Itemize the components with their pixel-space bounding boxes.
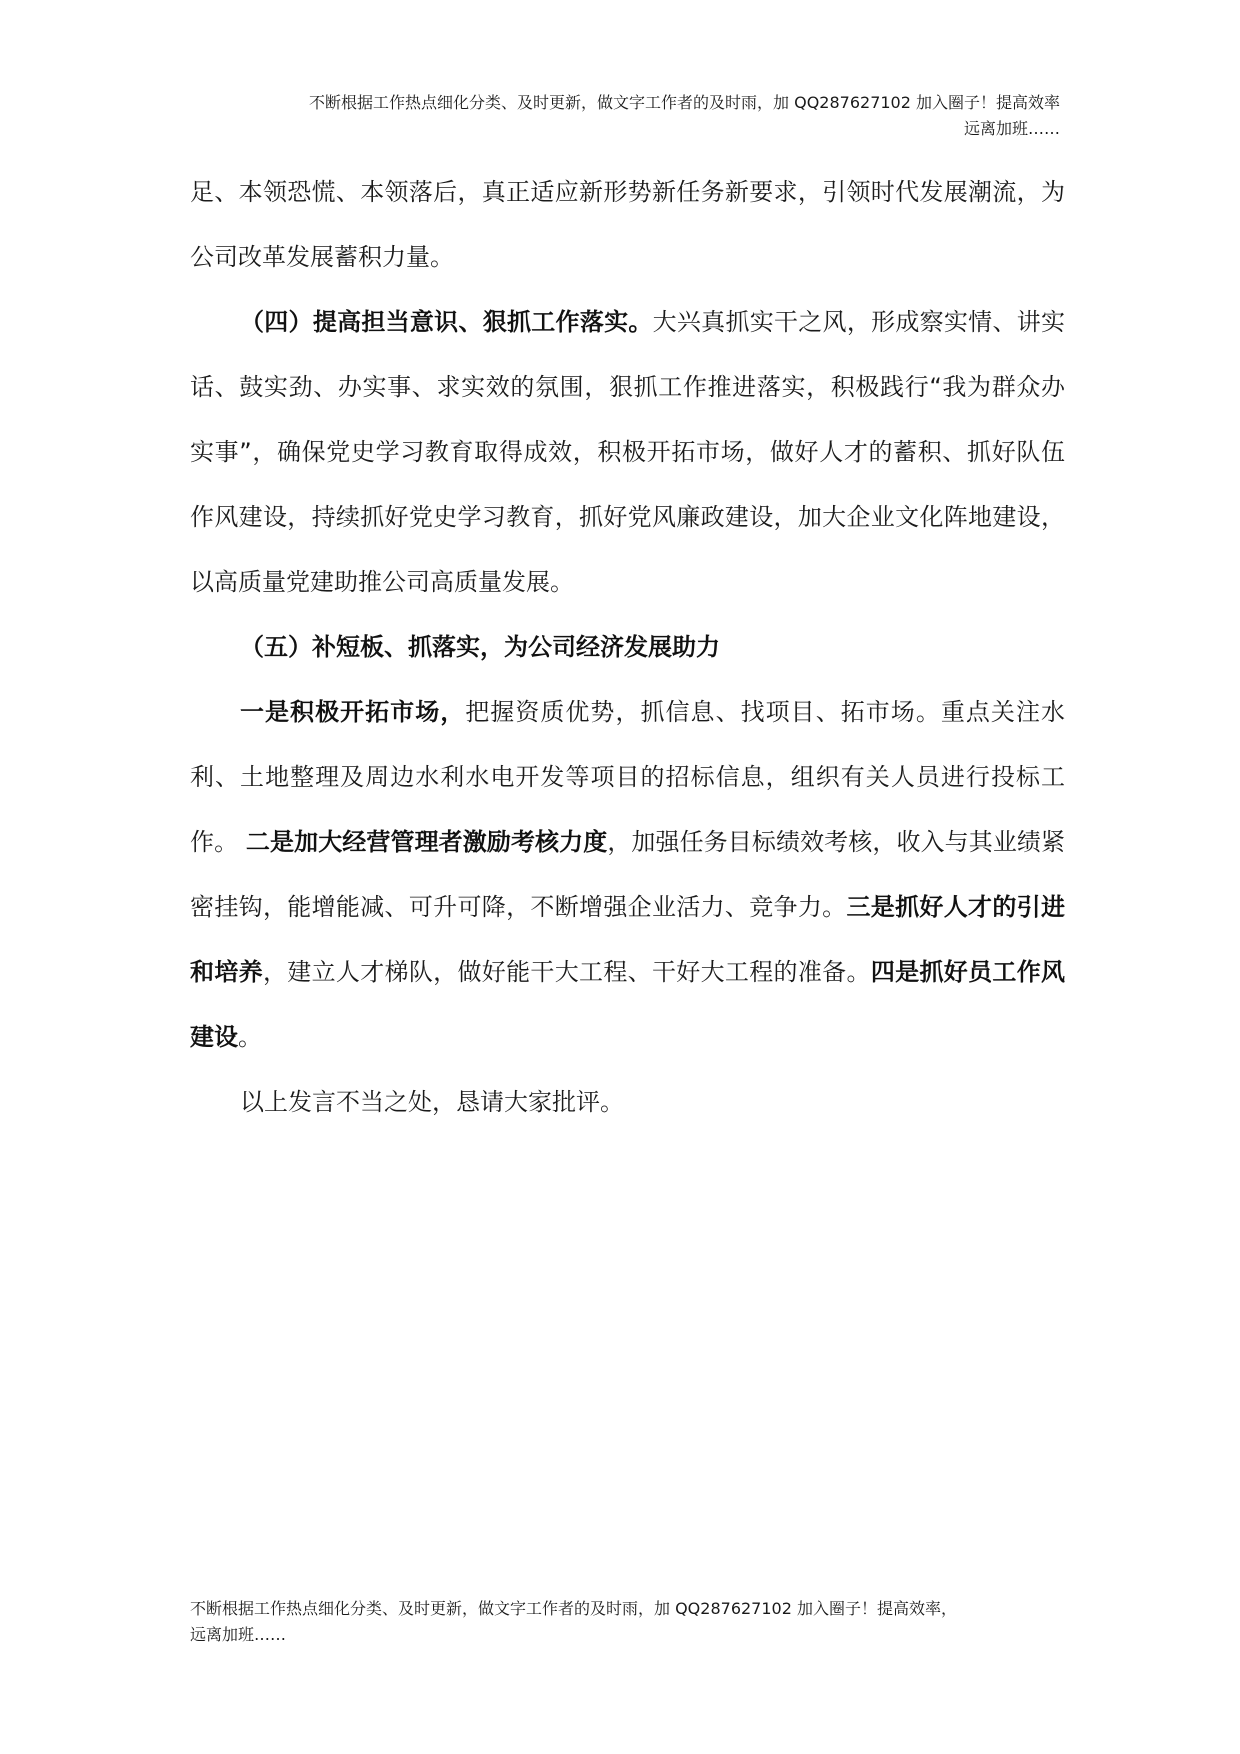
- paragraph-section-5: [190, 615, 1065, 680]
- paragraph-continuation: [190, 160, 1065, 290]
- measure-3-text: ，建立人才梯队，做好能干大工程、干好大工程的准备。: [262, 958, 871, 986]
- section-heading-5: （五）补短板、抓落实，为公司经济发展助力: [240, 633, 720, 661]
- paragraph-measures: [190, 680, 1065, 1070]
- paragraph-section-4: [190, 290, 1065, 615]
- paragraph-closing: [190, 1070, 1065, 1135]
- paragraph-text: 足、本领恐慌、本领落后，真正适应新形势新任务新要求，引领时代发展潮流，为公司改革发展蓄积力量。: [190, 178, 1065, 271]
- measure-2-text: ，加强任务目标绩效考核，收入与其业绩紧密挂钩，能增能减、可升可降，不断增强企业活力、竞争力。: [190, 828, 1066, 921]
- measure-3-heading: 三是抓好人才的引进和培养: [190, 893, 1065, 986]
- paragraph-text: 大兴真抓实干之风，形成察实情、讲实话、鼓实劲、办实事、求实效的氛围，狠抓工作推进落实，积极践行“我为群众办实事”，确保党史学习教育取得成效，积极开拓市场，做好人才的蓄积、抓好队伍作风建设，持续抓好党史学习教育，抓好党风廉政建设，加大企业文化阵地建设，以高质量党建助推公司高质量发展。: [190, 308, 1066, 596]
- measure-4-heading: 四是抓好员工作风建设: [190, 958, 1066, 1051]
- page-header: [190, 90, 1060, 142]
- measure-1-heading: 一是积极开拓市场，: [240, 698, 466, 726]
- header-line-1: 不断根据工作热点细化分类、及时更新，做文字工作者的及时雨，加 QQ287627102 加入圈子！提高效率: [309, 93, 1060, 112]
- measure-1-text: 把握资质优势，抓信息、找项目、拓市场。重点关注水利、土地整理及周边水利水电开发等项目的招标信息，组织有关人员进行投标工作。: [190, 698, 1065, 856]
- header-line-2: 远离加班……: [963, 119, 1060, 138]
- measure-4-text: 。: [238, 1023, 262, 1051]
- footer-line-2: 远离加班……: [190, 1625, 287, 1644]
- closing-text: 以上发言不当之处，恳请大家批评。: [240, 1088, 624, 1116]
- measure-2-heading: 二是加大经营管理者激励考核力度: [245, 828, 608, 856]
- section-heading-4: （四）提高担当意识、狠抓工作落实。: [240, 308, 653, 336]
- page-footer: [190, 1596, 1070, 1648]
- document-body: [190, 160, 1065, 1135]
- footer-line-1: 不断根据工作热点细化分类、及时更新，做文字工作者的及时雨，加 QQ287627102 加入圈子！提高效率，: [190, 1599, 957, 1618]
